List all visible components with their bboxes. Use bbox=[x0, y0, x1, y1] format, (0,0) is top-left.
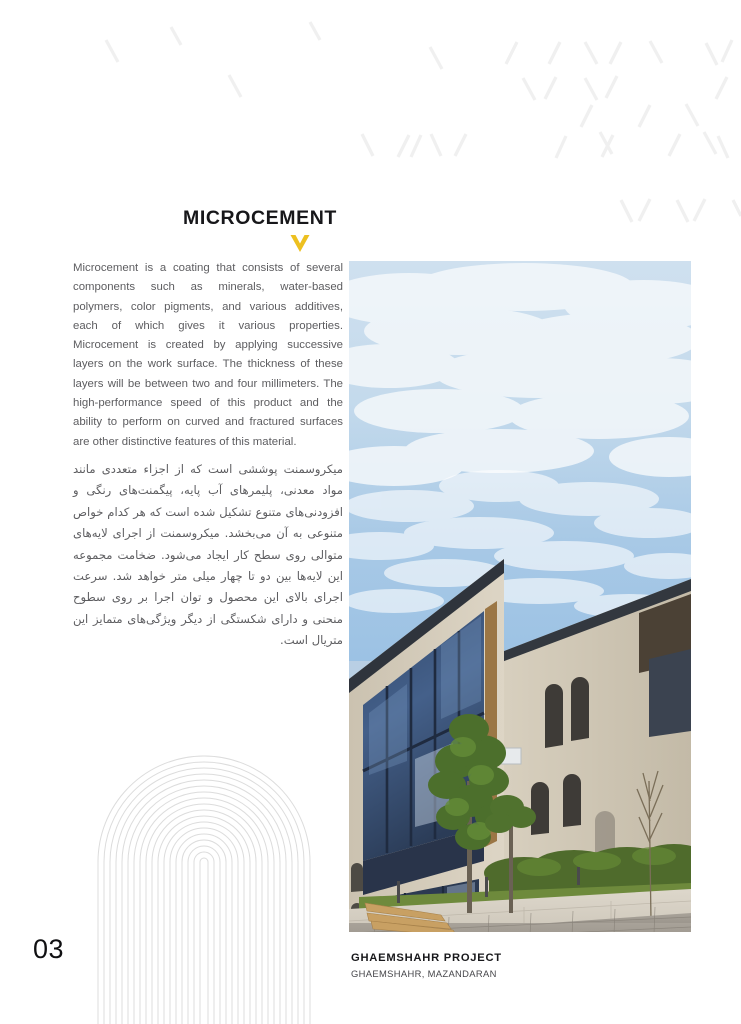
photo-caption bbox=[351, 951, 691, 980]
persian-text-column bbox=[73, 459, 343, 652]
title-block bbox=[183, 208, 483, 255]
page-number: 03 bbox=[33, 934, 65, 964]
english-paragraph: Microcement is a coating that consists of several components such as minerals, water-based polymers, color pigments, and various additives, each of which gives it various properties. Microcement is created by applying successive layers on the work surface. The thickness of these layers will be between two and four millimeters. The high-performance speed of this product and the ability to perform on curved and fractured surfaces are other distinctive features of this material. bbox=[73, 262, 343, 448]
chevron-down-icon bbox=[288, 233, 312, 255]
caption-title: GHAEMSHAHR PROJECT bbox=[351, 952, 502, 964]
page-title: MICROCEMENT bbox=[183, 207, 337, 229]
ghaemshahr-project-photograph bbox=[349, 261, 691, 932]
concentric-arch-pattern-decoration bbox=[96, 752, 312, 1024]
caption-subtitle: GHAEMSHAHR, MAZANDARAN bbox=[351, 968, 497, 979]
english-text-column bbox=[73, 259, 343, 452]
persian-paragraph: میکروسمنت پوششی است که از اجزاء متعددی مانند مواد معدنی، پلیمرهای آب پایه، پیگمنت‌های رنگی و افزودنی‌های متنوع تشکیل شده است که هر کدام خواص متنوعی به آن می‌بخشد. میکروسمنت از اجرای لایه‌های متوالی روی سطح کار ایجاد می‌شود. ضخامت مجموعه این لایه‌ها بین دو تا چهار میلی متر خواهد شد. سرعت اجرای بالای این محصول و توان اجرا بر روی سطوح منحنی و دارای شکستگی از دیگر ویژگی‌های متمایز این متریال است. bbox=[73, 462, 343, 648]
